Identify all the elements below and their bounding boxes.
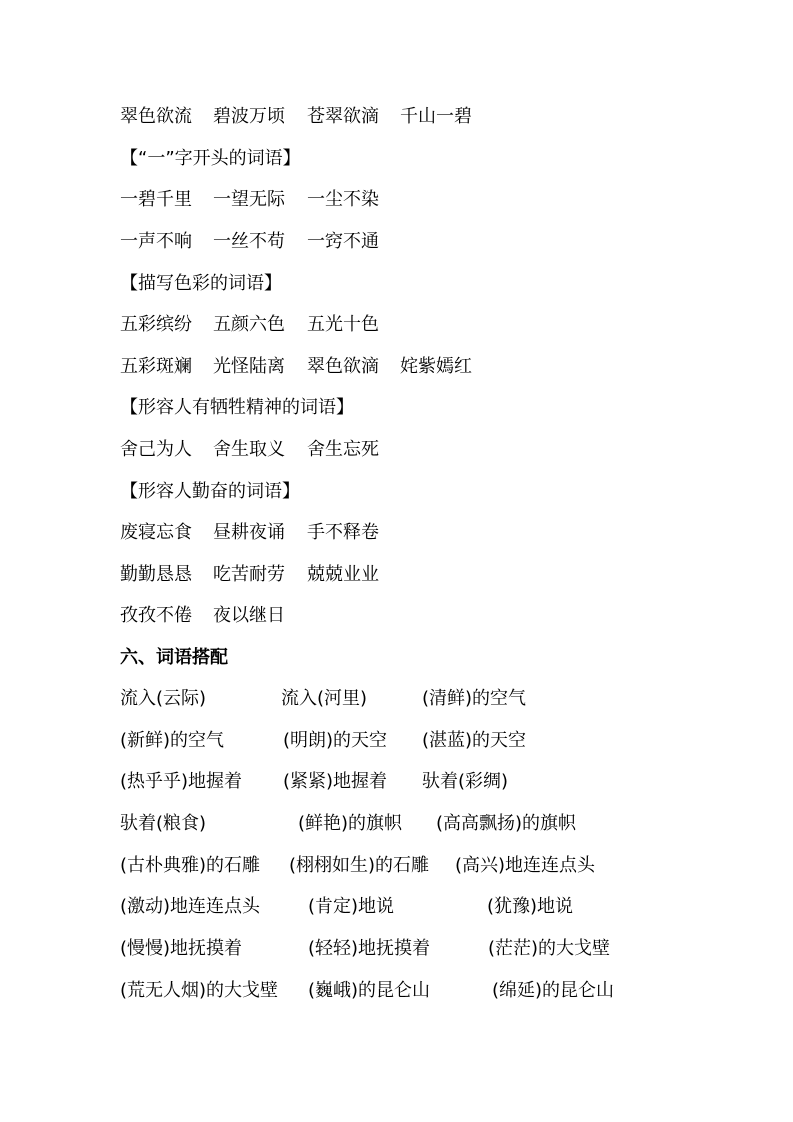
word: 光怪陆离: [213, 356, 285, 377]
word: 五颜六色: [213, 314, 285, 335]
word: 千山一碧: [400, 106, 472, 127]
phrase: (犹豫)地说: [487, 896, 574, 917]
word: 一声不响: [120, 231, 192, 252]
phrase: 驮着(彩绸): [422, 771, 509, 792]
word: 昼耕夜诵: [213, 522, 285, 543]
phrase: (鲜艳)的旗帜: [298, 813, 403, 834]
phrase: (明朗)的天空: [283, 730, 388, 751]
category-heading: 【形容人有牺牲精神的词语】: [120, 397, 354, 418]
phrase: 驮着(粮食): [120, 813, 207, 834]
phrase: (慢慢)地抚摸着: [120, 938, 243, 959]
word: 碧波万顷: [213, 106, 285, 127]
word: 勤勤恳恳: [120, 564, 192, 585]
word: 吃苦耐劳: [213, 564, 285, 585]
phrase: (栩栩如生)的石雕: [289, 855, 430, 876]
phrase: (新鲜)的空气: [120, 730, 225, 751]
word: 翠色欲滴: [307, 356, 379, 377]
phrase: (紧紧)地握着: [283, 771, 388, 792]
phrase: (古朴典雅)的石雕: [120, 855, 261, 876]
word: 夜以继日: [213, 605, 285, 626]
word: 废寝忘食: [120, 522, 192, 543]
word: 舍己为人: [120, 439, 192, 460]
word: 一望无际: [213, 189, 285, 210]
word: 一尘不染: [307, 189, 379, 210]
word: 兢兢业业: [307, 564, 379, 585]
phrase: (清鲜)的空气: [422, 688, 527, 709]
category-heading: 【形容人勤奋的词语】: [120, 481, 300, 502]
word: 舍生取义: [213, 439, 285, 460]
phrase: (热乎乎)地握着: [120, 771, 243, 792]
word: 苍翠欲滴: [307, 106, 379, 127]
phrase: (湛蓝)的天空: [422, 730, 527, 751]
word: 一碧千里: [120, 189, 192, 210]
word: 姹紫嫣红: [400, 356, 472, 377]
word: 五光十色: [307, 314, 379, 335]
word: 翠色欲流: [120, 106, 192, 127]
word: 舍生忘死: [307, 439, 379, 460]
phrase: (巍峨)的昆仑山: [308, 980, 431, 1001]
word: 五彩缤纷: [120, 314, 192, 335]
word: 五彩斑斓: [120, 356, 192, 377]
category-heading: 【“一”字开头的词语】: [120, 148, 301, 169]
category-heading: 【描写色彩的词语】: [120, 273, 282, 294]
phrase: (激动)地连连点头: [120, 896, 261, 917]
phrase: 流入(河里): [281, 688, 368, 709]
phrase: (高兴)地连连点头: [455, 855, 596, 876]
phrase: 流入(云际): [120, 688, 207, 709]
phrase: (轻轻)地抚摸着: [308, 938, 431, 959]
word: 一丝不苟: [213, 231, 285, 252]
phrase: (茫茫)的大戈壁: [488, 938, 611, 959]
phrase: (绵延)的昆仑山: [492, 980, 615, 1001]
word: 一窍不通: [307, 231, 379, 252]
phrase: (高高飘扬)的旗帜: [436, 813, 577, 834]
word: 孜孜不倦: [120, 605, 192, 626]
section-heading: 六、词语搭配: [120, 647, 228, 668]
phrase: (肯定)地说: [308, 896, 395, 917]
phrase: (荒无人烟)的大戈壁: [120, 980, 279, 1001]
word: 手不释卷: [307, 522, 379, 543]
